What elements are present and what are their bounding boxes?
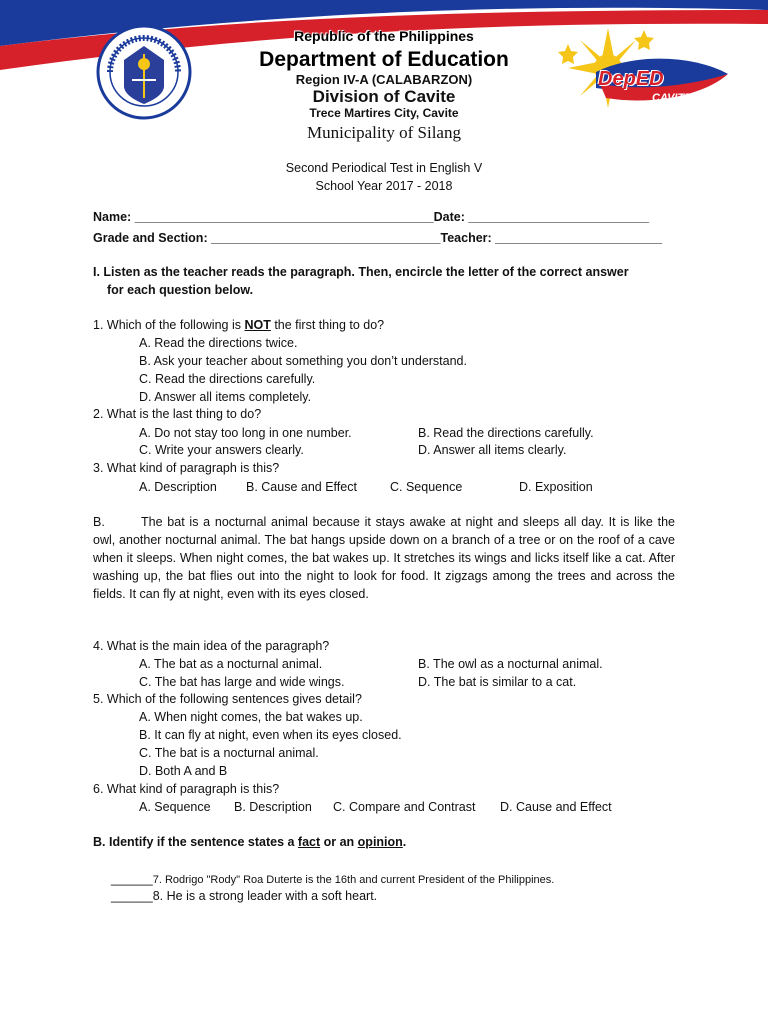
item-7 [111,872,554,886]
q2-option-d[interactable]: D. Answer all items clearly. [418,443,567,457]
q5-option-c[interactable]: C. The bat is a nocturnal animal. [139,746,319,760]
section-b-text-end: . [402,835,407,849]
republic-title: Republic of the Philippines [294,28,474,44]
question-4: 4. What is the main idea of the paragraph? [93,639,330,653]
q1-option-d[interactable]: D. Answer all items completely. [139,390,312,404]
q1-option-b[interactable]: B. Ask your teacher about something you don’t understand. [139,354,467,368]
item-7-answer-blank[interactable]: ______ [111,872,153,886]
grade-row [93,231,662,245]
school-year: School Year 2017 - 2018 [315,179,453,193]
section-b-text: B. Identify if the sentence states a [93,835,298,849]
item-7-text: 7. Rodrigo "Rody" Roa Duterte is the 16th and current President of the Philippines. [152,874,555,886]
name-label: Name: [93,210,135,224]
passage-text: The bat is a nocturnal animal because it stays awake at night and sleeps all day. It is like the owl, another nocturnal animal. The bat hangs upside down on a branch of a tree or on the roof of a cave when it sleeps. When night comes, the bat wakes up. It stretches its wings and licks itself like a cat. After washing up, the bat flies out into the night to look for food. It zigzags among the trees and across the fields. It can fly at night, even with its eyes closed. [93,515,675,601]
q3-option-a[interactable]: A. Description [139,480,217,494]
city-title: Trece Martires City, Cavite [309,106,459,120]
grade-label: Grade and Section: [93,231,212,245]
question-1 [93,318,384,332]
q3-option-d[interactable]: D. Exposition [519,480,593,494]
grade-field[interactable]: _________________________________ [211,231,441,245]
question-6: 6. What kind of paragraph is this? [93,782,280,796]
section1-instruction-line1: I. Listen as the teacher reads the paragraph. Then, encircle the letter of the correct answer [93,265,629,279]
section-b-text-mid: or an [320,835,358,849]
deped-logo-subtext: CAVITE [652,92,692,104]
passage-paragraph [93,513,675,603]
q1-option-a[interactable]: A. Read the directions twice. [139,336,298,350]
q6-option-a[interactable]: A. Sequence [139,800,211,814]
q3-option-b[interactable]: B. Cause and Effect [246,480,357,494]
date-label: Date: [433,210,469,224]
teacher-field[interactable]: ________________________ [495,231,663,245]
q2-option-a[interactable]: A. Do not stay too long in one number. [139,426,352,440]
question-3: 3. What kind of paragraph is this? [93,461,280,475]
q6-option-b[interactable]: B. Description [234,800,312,814]
q2-option-b[interactable]: B. Read the directions carefully. [418,426,594,440]
question-1-text-end: the first thing to do? [270,318,385,332]
name-row [93,210,649,224]
department-title: Department of Education [259,48,509,71]
item-8-answer-blank[interactable]: ______ [111,889,153,903]
division-title: Division of Cavite [312,87,456,106]
date-field[interactable]: __________________________ [468,210,650,224]
q4-option-b[interactable]: B. The owl as a nocturnal animal. [418,657,603,671]
section1-instruction-line2: for each question below. [107,283,254,297]
question-1-emphasis: NOT [244,318,271,332]
q6-option-d[interactable]: D. Cause and Effect [500,800,612,814]
municipality-title: Municipality of Silang [307,123,461,142]
section-b-instruction [93,835,406,849]
q6-option-c[interactable]: C. Compare and Contrast [333,800,476,814]
name-field[interactable]: ___________________________________________ [134,210,434,224]
q1-option-c[interactable]: C. Read the directions carefully. [139,372,316,386]
test-title: Second Periodical Test in English V [285,161,483,175]
opinion-word: opinion [357,835,403,849]
question-1-text: 1. Which of the following is [93,318,245,332]
passage-label: B. [93,515,105,529]
q4-option-d[interactable]: D. The bat is similar to a cat. [418,675,577,689]
deped-logo-text: DepED [598,68,664,90]
q5-option-d[interactable]: D. Both A and B [139,764,228,778]
item-8-text: 8. He is a strong leader with a soft heart. [152,889,378,903]
q4-option-a[interactable]: A. The bat as a nocturnal animal. [139,657,323,671]
question-2: 2. What is the last thing to do? [93,407,262,421]
teacher-label: Teacher: [440,231,496,245]
region-title: Region IV-A (CALABARZON) [295,72,473,87]
q2-option-c[interactable]: C. Write your answers clearly. [139,443,304,457]
question-5: 5. Which of the following sentences gives detail? [93,692,362,706]
fact-word: fact [297,835,321,849]
q3-option-c[interactable]: C. Sequence [390,480,463,494]
item-8 [111,889,377,903]
q5-option-b[interactable]: B. It can fly at night, even when its eyes closed. [139,728,402,742]
q4-option-c[interactable]: C. The bat has large and wide wings. [139,675,345,689]
q5-option-a[interactable]: A. When night comes, the bat wakes up. [139,710,363,724]
